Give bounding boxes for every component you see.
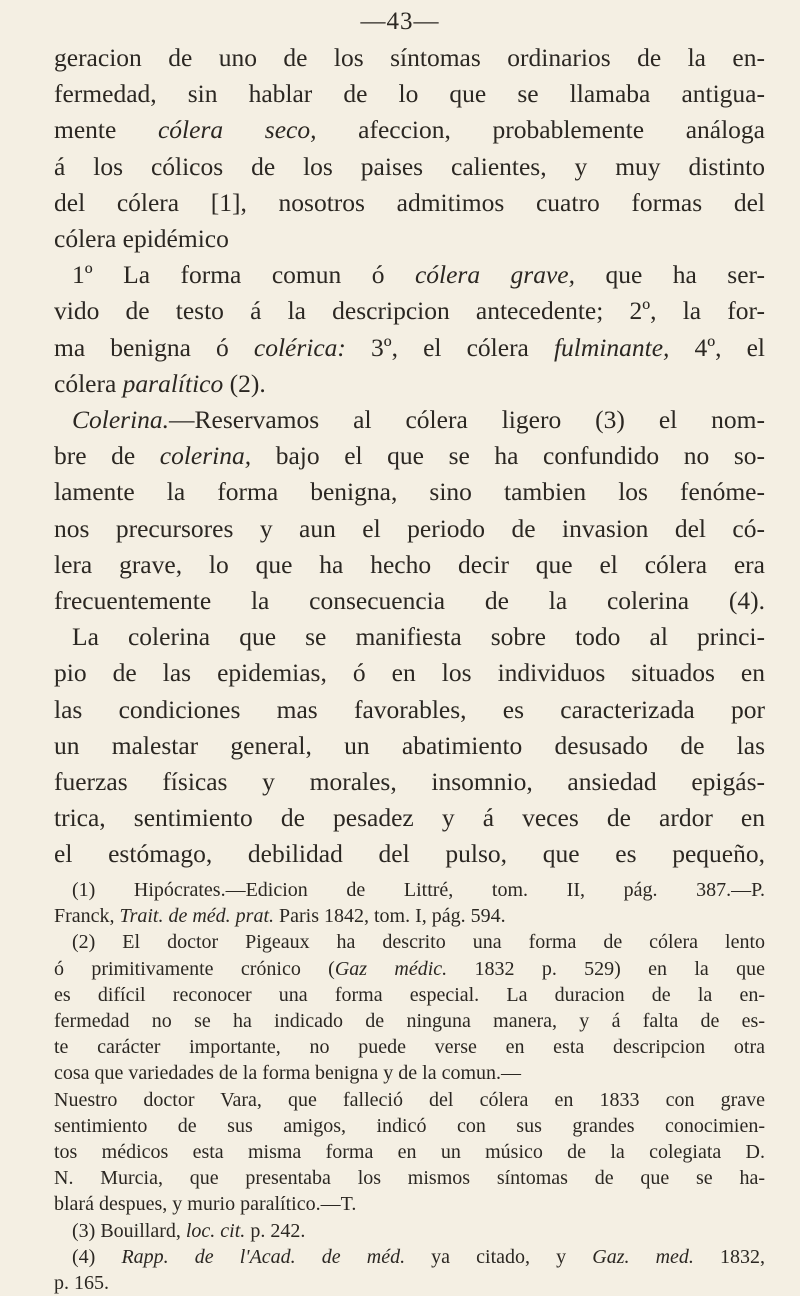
- footnote-line: N. Murcia, que presentaba los mismos síntomas de que se ha-: [54, 1167, 765, 1190]
- text-run: p. 242.: [245, 1219, 306, 1242]
- italic-citation: Gaz. med.: [592, 1245, 694, 1268]
- text-line: fuerzas físicas y morales, insomnio, ansiedad epigás-: [54, 767, 765, 797]
- footnote-line: tos médicos esta misma forma en un músico de la colegiata D.: [54, 1141, 765, 1164]
- footnote-line: [54, 903, 765, 929]
- italic-term: fulminante,: [553, 332, 670, 362]
- text-run: ma benigna ó: [54, 332, 254, 362]
- text-run: afeccion, probablemente análoga: [316, 115, 765, 145]
- footnote-line: cosa que variedades de la forma benigna y de la comun.—: [54, 1062, 522, 1085]
- page-number: —43—: [360, 8, 440, 35]
- footnote-line: te carácter importante, no puede verse en esta descripcion otra: [54, 1036, 765, 1059]
- text-run: (2).: [223, 368, 266, 398]
- text-run: 4º, el: [669, 332, 765, 362]
- text-line: [54, 366, 765, 402]
- text-line: á los cólicos de los paises calientes, y muy distinto: [54, 151, 765, 181]
- text-line: lamente la forma benigna, sino tambien los fenóme-: [54, 477, 765, 507]
- text-line: pio de las epidemias, ó en los individuos situados en: [54, 658, 765, 688]
- text-line: La colerina que se manifiesta sobre todo al princi-: [72, 622, 765, 652]
- text-run: ó primitivamente crónico (: [54, 957, 335, 980]
- text-run: (4): [72, 1245, 122, 1268]
- text-run: cólera: [54, 368, 123, 398]
- text-line: [54, 257, 765, 293]
- text-line: trica, sentimiento de pesadez y á veces de ardor en: [54, 803, 765, 833]
- footnote-line: sentimiento de sus amigos, indicó con sus grandes conocimien-: [54, 1114, 765, 1137]
- footnote-line: [54, 1244, 765, 1270]
- body-text: [54, 40, 765, 873]
- footnotes: [54, 877, 765, 1296]
- italic-term: cólera grave,: [414, 260, 575, 290]
- italic-term: colerina,: [159, 441, 252, 471]
- footnote-line: fermedad no se ha indicado de ninguna manera, y á falta de es-: [54, 1010, 765, 1033]
- text-run: que ha ser-: [574, 260, 765, 290]
- text-run: Paris 1842, tom. I, pág. 594.: [274, 905, 506, 928]
- footnote-line: (2) El doctor Pigeaux ha descrito una forma de cólera lento: [72, 931, 765, 954]
- text-run: bajo el que se ha confundido no so-: [251, 441, 765, 471]
- italic-term: cólera seco,: [157, 115, 317, 145]
- text-line: vido de testo á la descripcion antecedente; 2º, la for-: [54, 296, 765, 326]
- text-line: lera grave, lo que ha hecho decir que el cólera era: [54, 549, 765, 579]
- text-line: fermedad, sin hablar de lo que se llamaba antigua-: [54, 79, 765, 109]
- text-line: geracion de uno de los síntomas ordinarios de la en-: [54, 43, 765, 72]
- footnote-line: (1) Hipócrates.—Edicion de Littré, tom. II, pág. 387.—P.: [72, 879, 765, 901]
- footnote-line: Nuestro doctor Vara, que falleció del cólera en 1833 con grave: [54, 1088, 765, 1111]
- text-run: 1º La forma comun ó: [72, 260, 415, 290]
- italic-term: colérica:: [253, 332, 346, 362]
- text-line: nos precursores y aun el periodo de invasion del có-: [54, 513, 765, 543]
- text-run: 1832,: [693, 1245, 765, 1268]
- text-run: ya citado, y: [405, 1245, 593, 1268]
- italic-citation: Gaz médic.: [334, 957, 448, 980]
- text-line: [54, 112, 765, 148]
- text-run: 1832 p. 529) en la que: [447, 957, 765, 980]
- text-line: las condiciones mas favorables, es caracterizada por: [54, 694, 765, 724]
- italic-term: paralítico: [122, 368, 224, 398]
- footnote-line: p. 165.: [54, 1272, 109, 1295]
- section-heading: Colerina.: [72, 405, 170, 435]
- text-line: el estómago, debilidad del pulso, que es pequeño,: [54, 839, 765, 869]
- footnote-line: es difícil reconocer una forma especial. La duracion de la en-: [54, 983, 765, 1006]
- italic-citation: loc. cit.: [185, 1219, 246, 1242]
- text-run: bre de: [54, 441, 160, 471]
- text-line: un malestar general, un abatimiento desusado de las: [54, 730, 765, 760]
- section-heading-line: [54, 402, 765, 438]
- text-line: cólera epidémico: [54, 224, 229, 254]
- text-run: mente: [54, 115, 158, 145]
- italic-citation: Trait. de méd. prat.: [119, 905, 274, 928]
- text-run: —Reservamos al cólera ligero (3) el nom-: [169, 405, 765, 435]
- text-line: del cólera [1], nosotros admitimos cuatro formas del: [54, 187, 765, 217]
- footnote-line: [54, 1218, 765, 1244]
- footnote-line: blará despues, y murio paralítico.—T.: [54, 1193, 357, 1216]
- text-line: [54, 330, 765, 366]
- text-run: (3) Bouillard,: [72, 1219, 186, 1242]
- text-run: Franck,: [54, 905, 120, 928]
- footnote-line: [54, 956, 765, 982]
- text-line: frecuentemente la consecuencia de la colerina (4).: [54, 586, 765, 616]
- text-run: 3º, el cólera: [345, 332, 554, 362]
- italic-citation: Rapp. de l'Acad. de méd.: [121, 1245, 406, 1268]
- text-line: [54, 438, 765, 474]
